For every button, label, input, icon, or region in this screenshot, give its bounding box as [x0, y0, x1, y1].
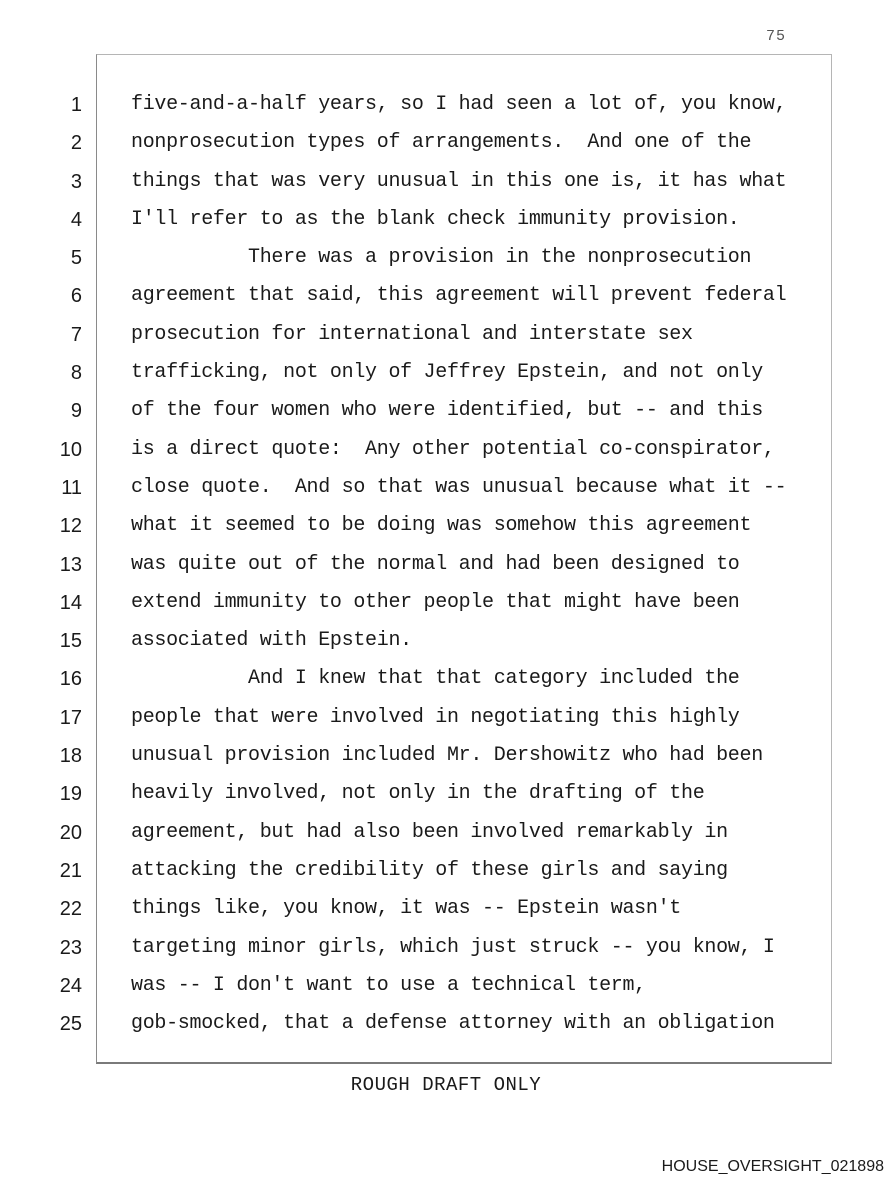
line-number: 19	[59, 783, 82, 806]
transcript-line: associated with Epstein.	[131, 629, 412, 653]
transcript-line: And I knew that that category included the	[131, 667, 740, 691]
line-number: 18	[59, 745, 82, 768]
line-number: 17	[59, 706, 82, 729]
line-number: 11	[61, 476, 82, 499]
transcript-line: targeting minor girls, which just struck -- you know, I	[131, 935, 775, 959]
line-number: 8	[70, 362, 82, 385]
line-number: 5	[70, 247, 82, 270]
line-number: 1	[70, 94, 82, 116]
transcript-line: prosecution for international and interstate sex	[131, 322, 693, 346]
transcript-line: heavily involved, not only in the drafting of the	[131, 782, 705, 806]
transcript-line: close quote. And so that was unusual because what it --	[131, 475, 787, 499]
page-number: 75	[766, 28, 787, 45]
transcript-lines	[131, 86, 821, 1043]
line-number: 23	[59, 936, 82, 959]
line-number: 21	[59, 859, 82, 882]
transcript-line: gob-smocked, that a defense attorney with an obligation	[131, 1012, 775, 1036]
line-number: 3	[70, 170, 82, 193]
line-number: 22	[59, 898, 82, 921]
line-number: 15	[59, 630, 82, 653]
line-number: 12	[59, 515, 82, 538]
transcript-line: nonprosecution types of arrangements. And one of the	[131, 131, 752, 155]
line-numbers	[40, 86, 82, 1043]
transcript-line: I'll refer to as the blank check immunity provision.	[131, 207, 740, 231]
transcript-line: agreement that said, this agreement will prevent federal	[131, 284, 787, 308]
transcript-line: things that was very unusual in this one is, it has what	[131, 169, 787, 193]
transcript-line: trafficking, not only of Jeffrey Epstein, and not only	[131, 361, 763, 385]
line-number: 24	[59, 974, 82, 997]
transcript-line: attacking the credibility of these girls and saying	[131, 858, 728, 882]
transcript-line: There was a provision in the nonprosecution	[131, 246, 752, 270]
rough-draft-footer: ROUGH DRAFT ONLY	[350, 1074, 542, 1096]
bates-number: HOUSE_OVERSIGHT_021898	[661, 1158, 884, 1175]
line-number: 2	[70, 132, 82, 155]
transcript-line: extend immunity to other people that might have been	[131, 590, 740, 614]
line-number: 16	[59, 668, 82, 691]
transcript-line: what it seemed to be doing was somehow this agreement	[131, 514, 752, 538]
transcript-line: was quite out of the normal and had been designed to	[131, 552, 740, 576]
line-number: 7	[70, 323, 82, 346]
line-number: 14	[59, 591, 82, 614]
line-number: 9	[70, 400, 82, 423]
transcript-line: agreement, but had also been involved remarkably in	[131, 820, 728, 844]
line-number: 20	[59, 821, 82, 844]
line-number: 13	[59, 553, 82, 576]
line-number: 4	[70, 208, 82, 231]
transcript-line: things like, you know, it was -- Epstein wasn't	[131, 897, 681, 921]
transcript-line: people that were involved in negotiating this highly	[131, 705, 740, 729]
transcript-line: was -- I don't want to use a technical term,	[131, 973, 646, 997]
line-number: 6	[70, 285, 82, 308]
transcript-line: of the four women who were identified, but -- and this	[131, 399, 763, 423]
line-number: 10	[59, 438, 82, 461]
transcript-line: unusual provision included Mr. Dershowitz who had been	[131, 744, 763, 768]
line-number: 25	[59, 1013, 82, 1036]
transcript-line: is a direct quote: Any other potential co-conspirator,	[131, 437, 775, 461]
transcript-line: five-and-a-half years, so I had seen a lot of, you know,	[131, 93, 787, 116]
